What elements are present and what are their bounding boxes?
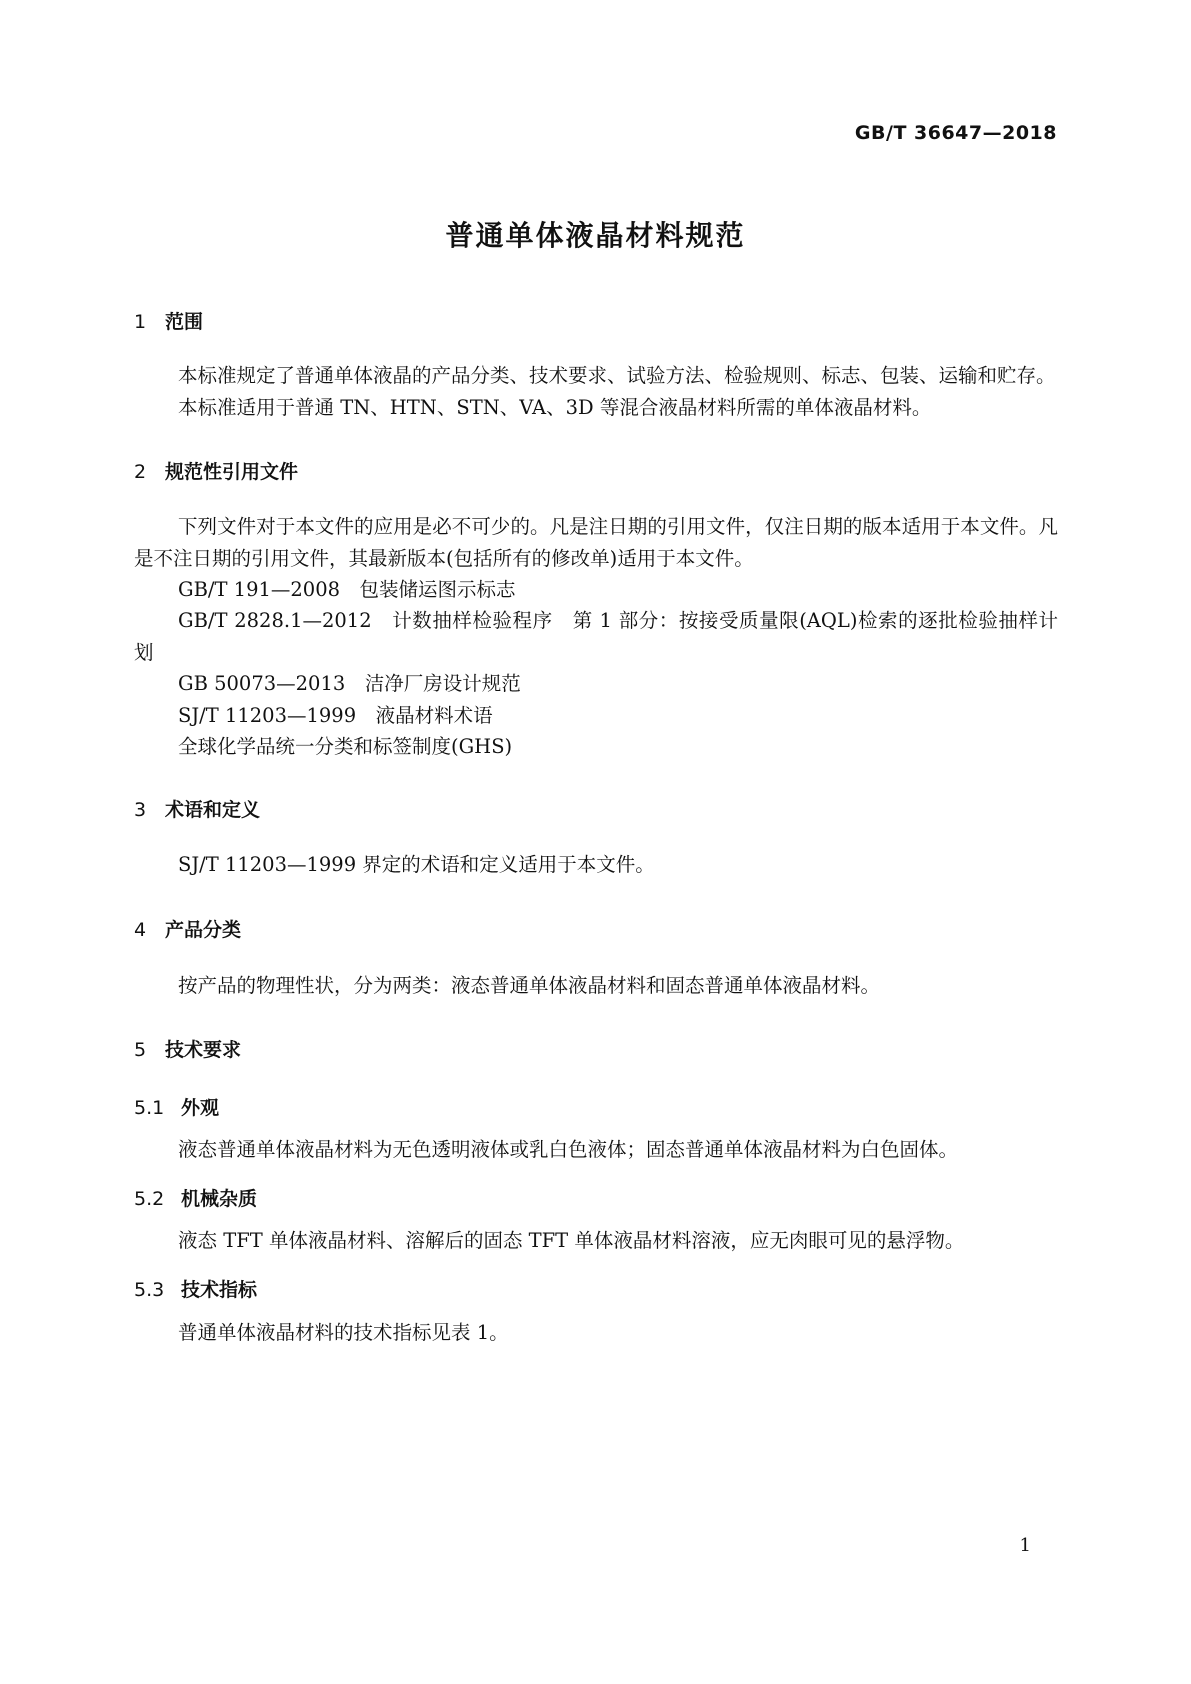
subsection-number: 5.1	[134, 1097, 165, 1119]
subsection-title: 机械杂质	[181, 1188, 258, 1210]
document-title: 普通单体液晶材料规范	[445, 219, 746, 252]
paragraph: SJ/T 11203—1999 界定的术语和定义适用于本文件。	[178, 853, 655, 876]
paragraph: 液态普通单体液晶材料为无色透明液体或乳白色液体；固态普通单体液晶材料为白色固体。	[178, 1138, 959, 1161]
section-title: 术语和定义	[165, 799, 261, 821]
standard-code: GB/T 36647—2018	[854, 122, 1057, 144]
paragraph: 按产品的物理性状，分为两类：液态普通单体液晶材料和固态普通单体液晶材料。	[178, 974, 881, 997]
section-2-heading	[134, 457, 298, 484]
subsection-title: 外观	[181, 1097, 220, 1119]
reference-item: 全球化学品统一分类和标签制度(GHS)	[178, 735, 513, 758]
paragraph: 本标准适用于普通 TN、HTN、STN、VA、3D 等混合液晶材料所需的单体液晶材料。	[178, 396, 932, 419]
subsection-title: 技术指标	[181, 1279, 258, 1301]
paragraph: 下列文件对于本文件的应用是必不可少的。凡是注日期的引用文件，仅注日期的版本适用于本文件。凡是不注日期的引用文件，其最新版本(包括所有的修改单)适用于本文件。	[134, 515, 1058, 570]
subsection-5-2-heading	[134, 1184, 257, 1211]
reference-item: GB/T 191—2008 包装储运图示标志	[178, 578, 516, 601]
section-4-heading	[134, 915, 241, 942]
section-number: 3	[134, 799, 147, 821]
section-1-heading	[134, 307, 203, 334]
subsection-5-1-heading	[134, 1093, 219, 1120]
section-title: 产品分类	[165, 919, 242, 941]
section-title: 范围	[165, 311, 204, 333]
page-number: 1	[1019, 1535, 1031, 1556]
reference-item: GB/T 2828.1—2012 计数抽样检验程序 第 1 部分：按接受质量限(AQL)检索的逐批检验抽样计划	[134, 609, 1058, 664]
paragraph: 普通单体液晶材料的技术指标见表 1。	[178, 1321, 509, 1344]
subsection-number: 5.2	[134, 1188, 165, 1210]
reference-item: SJ/T 11203—1999 液晶材料术语	[178, 704, 493, 727]
section-number: 4	[134, 919, 147, 941]
subsection-number: 5.3	[134, 1279, 165, 1301]
section-3-heading	[134, 795, 260, 822]
paragraph: 本标准规定了普通单体液晶的产品分类、技术要求、试验方法、检验规则、标志、包装、运输和贮存。	[178, 364, 1056, 387]
paragraph: 液态 TFT 单体液晶材料、溶解后的固态 TFT 单体液晶材料溶液，应无肉眼可见的悬浮物。	[178, 1229, 965, 1252]
section-title: 技术要求	[165, 1039, 242, 1061]
section-number: 1	[134, 311, 147, 333]
section-title: 规范性引用文件	[165, 461, 299, 483]
section-5-heading	[134, 1035, 241, 1062]
section-number: 5	[134, 1039, 147, 1061]
subsection-5-3-heading	[134, 1275, 257, 1302]
section-number: 2	[134, 461, 147, 483]
reference-item: GB 50073—2013 洁净厂房设计规范	[178, 672, 521, 695]
